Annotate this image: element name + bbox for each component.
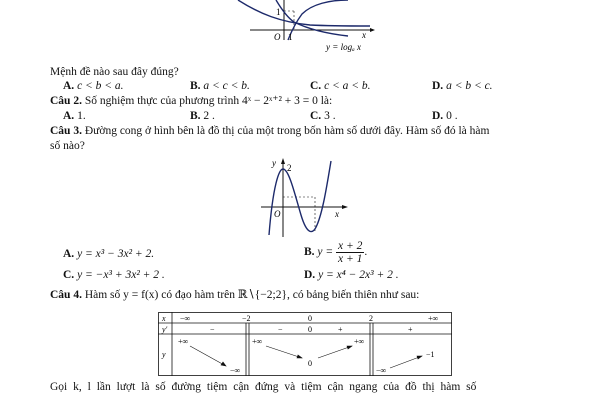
q3-option-c-label: C. — [63, 269, 75, 281]
variation-arrow-4-head — [417, 356, 422, 359]
variation-table-frame — [159, 313, 452, 376]
q3-label: Câu 3. — [50, 125, 82, 137]
top-graph — [230, 0, 380, 60]
top-graph-curve-3 — [288, 0, 348, 40]
q4-label: Câu 4. — [50, 289, 82, 301]
q3-option-d — [304, 268, 399, 282]
q1-prompt: Mệnh đề nào sau đây đúng? — [50, 66, 179, 78]
variation-table-x-label: x — [162, 314, 166, 323]
q1-option-d-text: a < b < c. — [446, 80, 493, 92]
q1-option-c-label: C. — [310, 80, 322, 92]
variation-arrow-3-head — [347, 346, 352, 349]
q2-option-c — [310, 109, 336, 123]
q3-option-b-label: B. — [304, 246, 315, 259]
q3-option-d-text: y = x⁴ − 2x³ + 2 . — [318, 269, 399, 281]
footer-text: Gọi k, l lần lượt là số đường tiệm cận đứng và tiệm cận ngang của đồ thị hàm số — [50, 381, 477, 393]
q4-line — [50, 288, 419, 302]
top-graph-x-tick: 1 — [288, 32, 293, 42]
q3-prompt-line2: số nào? — [50, 140, 85, 152]
variation-table — [158, 312, 452, 376]
variation-table-y-value-5: +∞ — [354, 337, 365, 346]
variation-table-x-value-2: −2 — [242, 314, 251, 323]
q2-option-b-label: B. — [190, 110, 201, 122]
q3-graph — [255, 155, 355, 240]
variation-table-yprime-label: y' — [162, 325, 168, 334]
variation-table-y-value-4: 0 — [308, 359, 312, 368]
q1-option-c — [310, 79, 371, 93]
q3-option-c — [63, 268, 165, 282]
q2-option-d — [432, 109, 458, 123]
q3-option-b-fraction — [336, 240, 364, 265]
q1-option-b — [190, 79, 250, 93]
q3-option-a — [63, 247, 154, 261]
q3-option-b-end: . — [364, 246, 368, 259]
q1-option-a-text: c < b < a. — [77, 80, 124, 92]
q1-option-b-label: B. — [190, 80, 201, 92]
q3-option-b-numerator: x + 2 — [338, 240, 363, 252]
variation-table-sign-4: + — [408, 325, 413, 334]
variation-table-x-value-5: +∞ — [428, 314, 439, 323]
variation-table-x-value-4: 2 — [369, 314, 373, 323]
q2-option-d-label: D. — [432, 110, 444, 122]
q3-option-c-text: y = −x³ + 3x² + 2 . — [77, 269, 165, 281]
q2-option-a-label: A. — [63, 110, 75, 122]
variation-arrow-2 — [266, 346, 302, 358]
top-graph-y-tick: 1 — [276, 7, 281, 17]
top-graph-curve-label: y = logₐ x — [326, 42, 361, 52]
variation-arrow-3 — [318, 346, 352, 358]
q3-graph-curve — [269, 161, 331, 235]
variation-table-sign-1: − — [210, 325, 215, 334]
variation-table-x-value-3: 0 — [308, 314, 312, 323]
q3-graph-origin: O — [274, 209, 281, 219]
variation-table-y-label: y — [162, 350, 166, 359]
q2-line — [50, 94, 332, 108]
q2-option-c-label: C. — [310, 110, 322, 122]
q3-graph-y-label: y — [272, 158, 276, 168]
q1-option-d-label: D. — [432, 80, 444, 92]
q3-option-a-text: y = x³ − 3x² + 2. — [77, 248, 155, 260]
variation-arrow-2-head — [297, 355, 302, 358]
q3-option-b — [304, 240, 367, 265]
q3-graph-x-label: x — [335, 209, 339, 219]
q2-option-a-text: 1. — [77, 110, 86, 122]
variation-arrow-4 — [390, 356, 422, 368]
top-graph-origin: O — [274, 32, 281, 42]
top-graph-x-arrow — [370, 28, 375, 32]
variation-table-y-value-6: −∞ — [376, 366, 387, 375]
q3-option-b-denominator: x + 1 — [338, 253, 363, 265]
q2-option-c-text: 3 . — [324, 110, 336, 122]
q3-option-a-label: A. — [63, 248, 75, 260]
variation-table-y-value-7: −1 — [426, 350, 435, 359]
variation-table-y-value-3: +∞ — [252, 337, 263, 346]
q4-prompt: Hàm số y = f(x) có đạo hàm trên ℝ∖{−2;2}, có bảng biến thiên như sau: — [84, 289, 420, 301]
q2-label: Câu 2. — [50, 95, 82, 107]
q3-prompt-line1: Đường cong ở hình bên là đồ thị của một trong bốn hàm số dưới đây. Hàm số đó là hàm — [84, 125, 490, 137]
q1-option-b-text: a < c < b. — [203, 80, 250, 92]
q1-option-a — [63, 79, 124, 93]
q3-option-b-lhs: y = — [317, 246, 334, 259]
variation-table-y-value-2: −∞ — [230, 366, 241, 375]
top-graph-curve-2 — [276, 0, 348, 36]
q2-option-b-text: 2 . — [203, 110, 215, 122]
q1-option-a-label: A. — [63, 80, 75, 92]
variation-table-sign-zero: 0 — [308, 325, 312, 334]
variation-table-sign-3: + — [338, 325, 343, 334]
q1-option-d — [432, 79, 493, 93]
q3-graph-x-arrow — [342, 205, 348, 209]
q2-prompt: Số nghiệm thực của phương trình 4ˣ − 2ˣ⁺² + 3 = 0 là: — [84, 95, 333, 107]
variation-table-x-value-1: −∞ — [180, 314, 191, 323]
q3-graph-y-arrow — [281, 158, 285, 164]
variation-arrow-1-head — [221, 362, 226, 366]
variation-table-y-value-1: +∞ — [178, 337, 189, 346]
q3-line1 — [50, 124, 489, 138]
top-graph-x-label: x — [362, 30, 366, 40]
variation-table-sign-2: − — [278, 325, 283, 334]
variation-arrow-1 — [190, 346, 226, 366]
q3-graph-y-tick: 2 — [287, 163, 292, 173]
q1-option-c-text: c < a < b. — [324, 80, 371, 92]
q2-option-a — [63, 109, 86, 123]
q2-option-d-text: 0 . — [446, 110, 458, 122]
q2-option-b — [190, 109, 215, 123]
q3-option-d-label: D. — [304, 269, 316, 281]
